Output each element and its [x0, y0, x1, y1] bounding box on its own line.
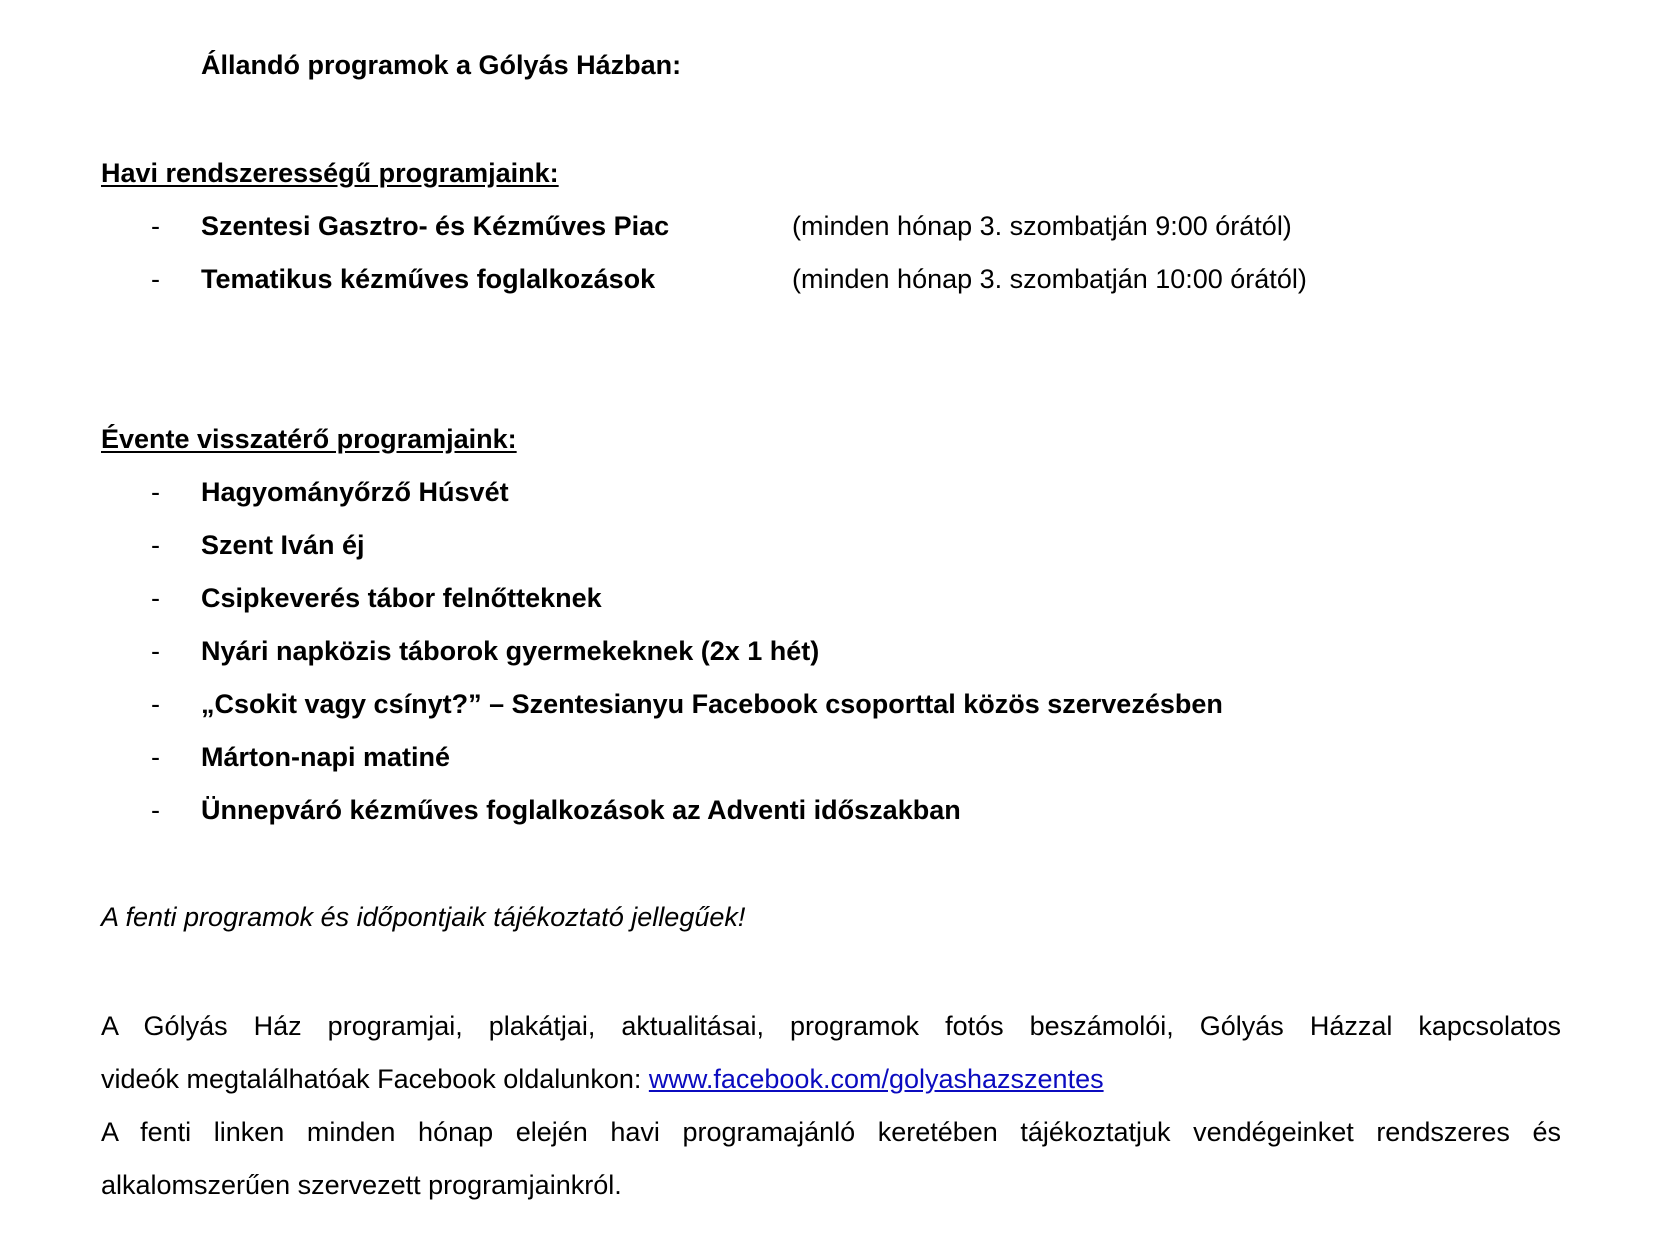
program-name: „Csokit vagy csínyt?” – Szentesianyu Facebook csoporttal közös szervezésben	[201, 689, 1223, 719]
bullet-dash: -	[151, 477, 160, 507]
facebook-link[interactable]: www.facebook.com/golyashazszentes	[648, 1064, 1104, 1094]
bullet-dash: -	[151, 795, 160, 825]
bullet-dash: -	[151, 583, 160, 613]
bullet-dash: -	[151, 636, 160, 666]
disclaimer: A fenti programok és időpontjaik tájékoztató jellegűek!	[101, 902, 746, 932]
program-schedule: (minden hónap 3. szombatján 10:00 órától)	[792, 264, 1307, 294]
info-line: alkalomszerűen szervezett programjainkról.	[101, 1170, 622, 1200]
info-line-with-link	[101, 1053, 1561, 1106]
info-line-text: videók megtalálhatóak Facebook oldalunkon:	[101, 1064, 649, 1094]
info-line: A Gólyás Ház programjai, plakátjai, aktualitásai, programok fotós beszámolói, Gólyás Házzal kapcsolatos	[101, 1011, 1561, 1041]
bullet-dash: -	[151, 211, 160, 241]
program-schedule: (minden hónap 3. szombatján 9:00 órától)	[792, 211, 1292, 241]
info-line: A fenti linken minden hónap elején havi programajánló keretében tájékoztatjuk vendégeinket rendszeres és	[101, 1117, 1561, 1147]
monthly-heading: Havi rendszerességű programjaink:	[101, 158, 559, 188]
program-name: Tematikus kézműves foglalkozások	[201, 264, 656, 294]
program-name: Nyári napközis táborok gyermekeknek (2x 1 hét)	[201, 636, 820, 666]
program-name: Hagyományőrző Húsvét	[201, 477, 509, 507]
program-name: Szent Iván éj	[201, 530, 365, 560]
bullet-dash: -	[151, 264, 160, 294]
info-paragraph	[101, 1000, 1561, 1212]
program-name: Ünnepváró kézműves foglalkozások az Adventi időszakban	[201, 795, 961, 825]
program-name: Márton-napi matiné	[201, 742, 451, 772]
page-title: Állandó programok a Gólyás Házban:	[201, 50, 682, 80]
bullet-dash: -	[151, 530, 160, 560]
bullet-dash: -	[151, 742, 160, 772]
program-name: Csipkeverés tábor felnőtteknek	[201, 583, 602, 613]
yearly-heading: Évente visszatérő programjaink:	[101, 424, 517, 454]
bullet-dash: -	[151, 689, 160, 719]
program-name: Szentesi Gasztro- és Kézműves Piac	[201, 211, 670, 241]
